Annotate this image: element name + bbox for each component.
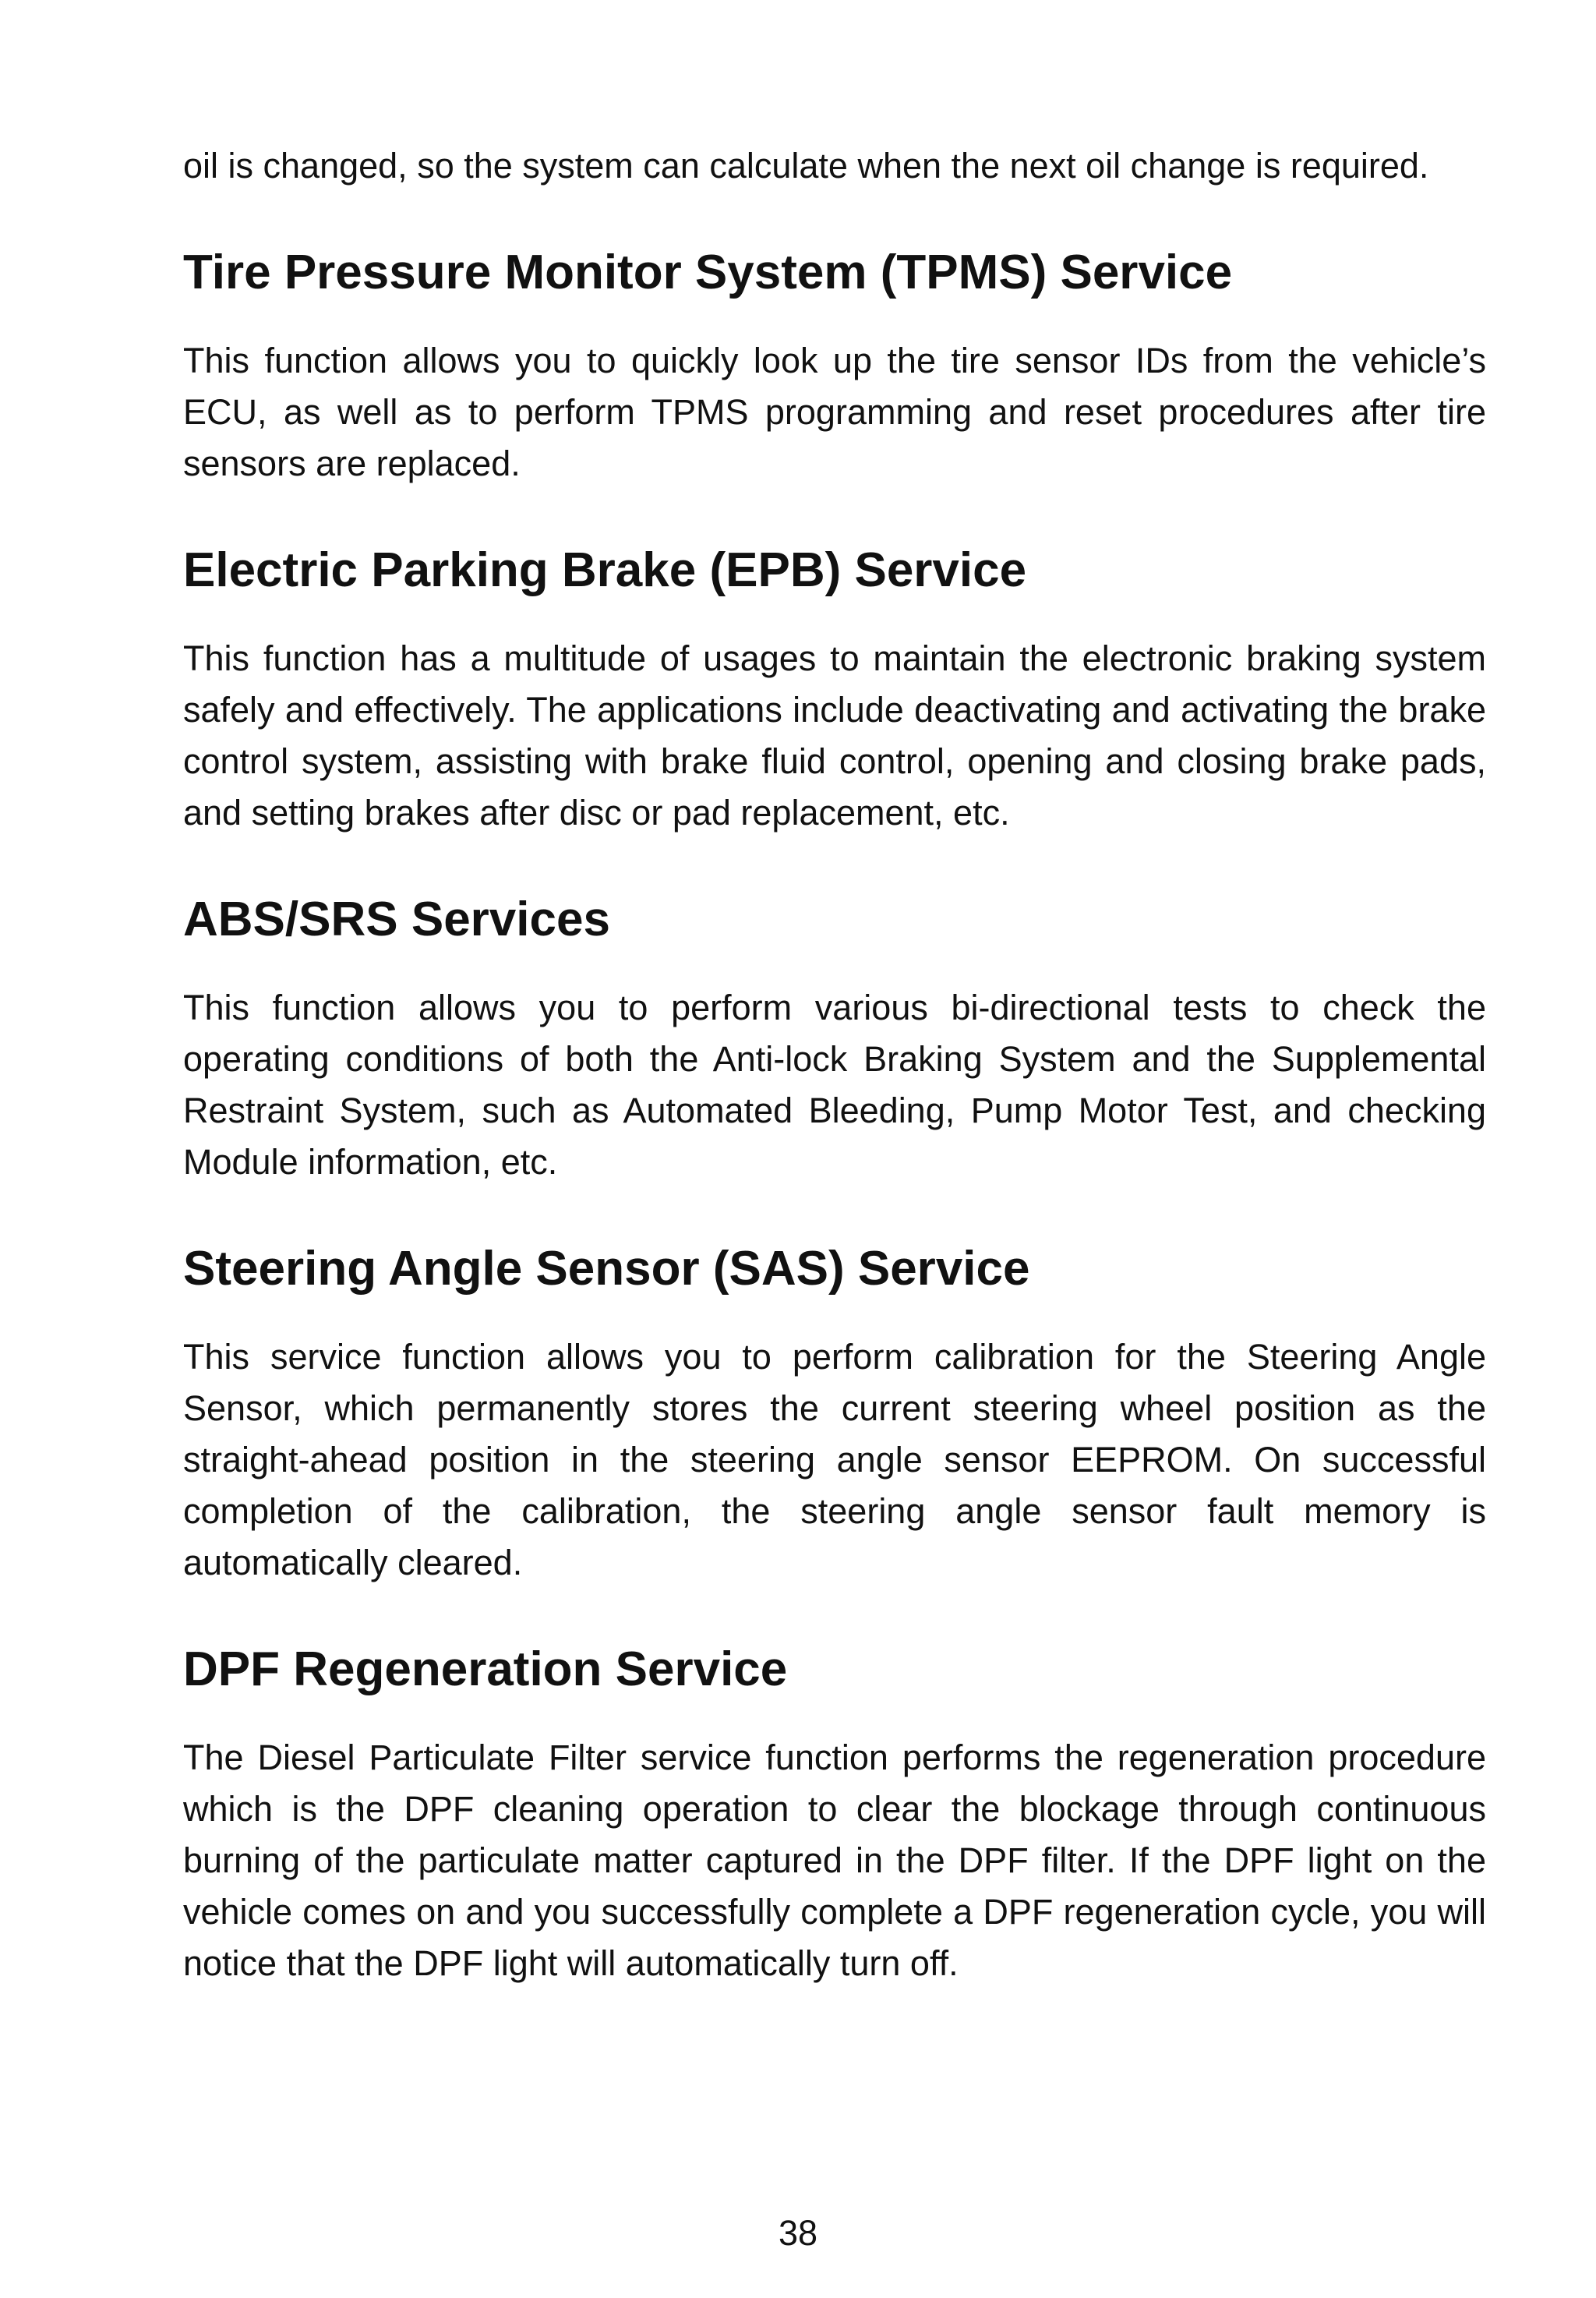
section-title-epb: Electric Parking Brake (EPB) Service: [183, 543, 1027, 597]
page-content: [183, 140, 1486, 1989]
section-body-abs-srs: This function allows you to perform various bi-directional tests to check the operating conditions of both the Anti-lock Braking System and the Supplemental Restraint System, such as Automated Bleeding, Pump Motor Test, and checking Module information, etc.: [183, 988, 1486, 1182]
section-body-tpms: This function allows you to quickly look up the tire sensor IDs from the vehicle’s ECU, as well as to perform TPMS programming and reset procedures after tire sensors are replaced.: [183, 341, 1486, 483]
section-title-tpms: Tire Pressure Monitor System (TPMS) Service: [183, 246, 1233, 299]
intro-paragraph: oil is changed, so the system can calculate when the next oil change is required.: [183, 146, 1429, 186]
section-body-sas: This service function allows you to perform calibration for the Steering Angle Sensor, which permanently stores the current steering wheel position as the straight-ahead position in the steering angle sensor EEPROM. On successful completion of the calibration, the steering angle sensor fault memory is automatically cleared.: [183, 1337, 1486, 1582]
section-title-abs-srs: ABS/SRS Services: [183, 893, 610, 946]
section-body-epb: This function has a multitude of usages to maintain the electronic braking system safely and effectively. The applications include deactivating and activating the brake control system, assisting with brake fluid control, opening and closing brake pads, and setting brakes after disc or pad replacement, etc.: [183, 638, 1486, 833]
page-number: 38: [778, 2213, 818, 2253]
section-body-dpf: The Diesel Particulate Filter service function performs the regeneration procedure which is the DPF cleaning operation to clear the blockage through continuous burning of the particulate matter captured in the DPF filter. If the DPF light on the vehicle comes on and you successfully complete a DPF regeneration cycle, you will notice that the DPF light will automatically turn off.: [183, 1738, 1486, 1983]
section-title-dpf: DPF Regeneration Service: [183, 1642, 788, 1696]
section-title-sas: Steering Angle Sensor (SAS) Service: [183, 1242, 1030, 1296]
